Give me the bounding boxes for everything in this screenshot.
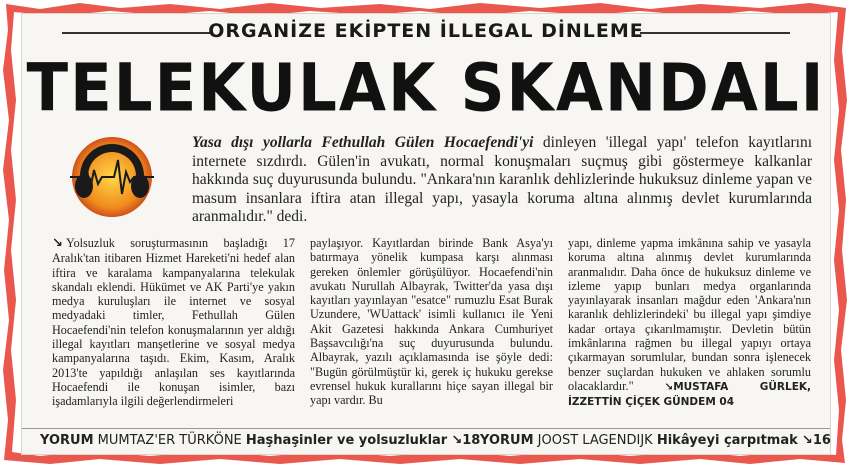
article-columns [52,236,812,416]
wiretap-logo-icon [52,132,172,222]
headline: TELEKULAK SKANDALI [26,50,826,127]
lead-bold: Yasa dışı yollarla Fethullah Gülen Hocaefendi'yi [192,134,534,151]
kicker: ORGANİZE EKİPTEN İLLEGAL DİNLEME [208,20,644,42]
lead-paragraph [192,134,812,227]
footer-teaser-left[interactable] [40,433,480,448]
page-ref: ↘18 [451,433,481,448]
teaser-title: Haşhaşinler ve yolsuzluklar [245,433,448,448]
byline: ↘MUSTAFA GÜRLEK, İZZETTİN ÇİÇEK GÜNDEM 04 [568,380,811,409]
yorum-label: YORUM [40,433,94,448]
teaser-title: Hikâyeyi çarpıtmak [656,433,798,448]
yorum-label: YORUM [480,433,534,448]
newspaper-clipping [22,14,830,454]
columnist-name: MUMTAZ'ER TÜRKÖNE [97,433,242,448]
footer-bar [22,428,830,451]
arrow-icon: ↘ [52,236,63,251]
columnist-name: JOOST LAGENDIJK [537,433,653,448]
column-2-text: paylaşıyor. Kayıtlardan birinde Bank Asya'yı batırmaya yönelik kumpasa karşı alınması gereken önlemler görüşülüyor. Hocaefendi'nin avukatı Nurullah Albayrak, Twitter'da yasa dışı kayıtları yayınlayan "esatce" rumuzlu Esat Burak Uzundere, 'WUattack' isimli kullanıcı ile Yeni Akit Gazetesi hakkında Ankara Cumhuriyet Başsavcılığı'na suç duyurusunda bulundu. Albayrak, yazılı açıklamasında ise şöyle dedi: "Bugün görülmüştür ki, gerek iç hukuku gerekse evrensel hukuk kurallarını hiçe sayan illegal bir yapı vardır. Bu [310,236,553,408]
page-ref: ↘16 [801,433,831,448]
lead-text: dinleyen 'illegal yapı' telefon kayıtlarını internete sızdırdı. Gülen'in avukatı, normal konuşmaları suçmuş gibi göstermeye kalkanlar hakkında suç duyurusunda bulundu. "Ankara'nın karanlık dehlizlerinde hukuksuz dinleme yapan ve masum insanlara iftira atan illegal yapı, yasayla koruma altına alınmış devlet kurumlarında aranmalıdır." dedi. [192,134,812,225]
column-3-text: yapı, dinleme yapma imkânına sahip ve yasayla koruma altına alınmış devlet kurumlarında aranmalıdır. Daha önce de hukuksuz dinleme ve izleme yapıp bunları medya organlarında yayınlayarak insanları mağdur eden 'Ankara'nın karanlık dehlizlerindeki' bu illegal yapı şimdiye kadar ortaya çıkarılmamıştır. Devletin bütün imkânlarına rağmen bu illegal yapıyı ortaya çıkarmayan sorumlular, bundan sonra işlenecek benzer suçlardan hukuken ve ahlaken sorumlu olacaklardır." [568,236,811,393]
article-column-3 [568,236,811,416]
article-column-2 [310,236,553,416]
article-column-1 [52,236,295,416]
footer-teaser-right[interactable] [480,433,831,448]
column-1-text: Yolsuzluk soruşturmasının başladığı 17 Aralık'tan itibaren Hizmet Hareketi'ni hedef alan iftira ve karalama kampanyalarına telekulak skandalı eklendi. Hükümet ve AK Parti'ye yakın medya kuruluşları ile internet ve sosyal medyadaki timler, Fethullah Gülen Hocaefendi'nin telefon konuşmalarının yer aldığı illegal kayıtları manşetlerine ve sosyal medya kampanyalarına taşıdı. Ekim, Kasım, Aralık 2013'te yapıldığı anlaşılan ses kayıtlarında Hocaefendi ile konuşan isimler, bazı işadamlarıyla ilgili değerlendirmeleri [52,236,295,409]
